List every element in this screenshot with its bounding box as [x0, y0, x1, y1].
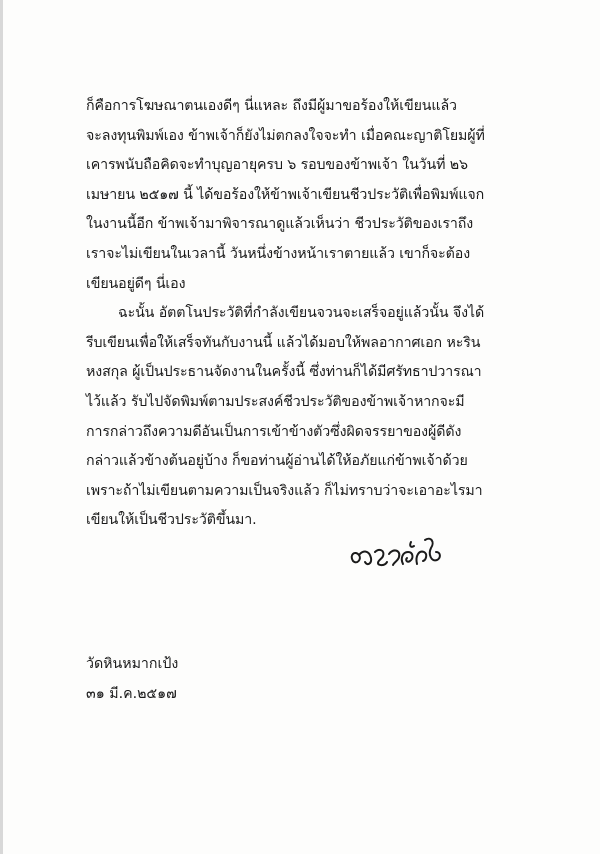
text-line: เพราะถ้าไม่เขียนตามความเป็นจริงแล้ว ก็ไม่ทราบว่าจะเอาอะไรมา: [86, 482, 483, 499]
text-line: รีบเขียนเพื่อให้เสร็จทันกับงานนี้ แล้วได้มอบให้พลอากาศเอก หะริน: [86, 334, 481, 351]
handwritten-signature: [345, 528, 455, 584]
text-line: เขียนอยู่ดีๆ นี่เอง: [86, 275, 186, 292]
document-body: [86, 92, 536, 536]
text-line: เคารพนับถือคิดจะทำบุญอายุครบ ๖ รอบของข้าพเจ้า ในวันที่ ๒๖: [86, 157, 468, 174]
text-line: ก็คือการโฆษณาตนเองดีๆ นี่แหละ ถึงมีผู้มาขอร้องให้เขียนแล้ว: [86, 98, 457, 114]
text-line: การกล่าวถึงความดีอันเป็นการเข้าข้างตัวซึ่งผิดจรรยาของผู้ดีดัง: [86, 423, 462, 440]
text-line: หงสกุล ผู้เป็นประธานจัดงานในครั้งนี้ ซึ่งท่านก็ได้มีศรัทธาปวารณา: [86, 364, 482, 381]
text-line: เราจะไม่เขียนในเวลานี้ วันหนึ่งข้างหน้าเราตายแล้ว เขาก็จะต้อง: [86, 245, 471, 262]
text-line: ฉะนั้น อัตตโนประวัติที่กำลังเขียนจวนจะเสร็จอยู่แล้วนั้น จึงได้: [118, 305, 485, 322]
text-line: เขียนให้เป็นชีวประวัติขึ้นมา.: [86, 512, 257, 529]
text-line: กล่าวแล้วข้างต้นอยู่บ้าง ก็ขอท่านผู้อ่านได้ให้อภัยแก่ข้าพเจ้าด้วย: [86, 453, 468, 470]
document-date: ๓๑ มี.ค.๒๕๑๗: [86, 686, 177, 702]
text-line: ไว้แล้ว รับไปจัดพิมพ์ตามประสงค์ชีวประวัติของข้าพเจ้าหากจะมี: [86, 393, 465, 410]
text-line: ในงานนี้อีก ข้าพเจ้ามาพิจารณาดูแล้วเห็นว่า ชีวประวัติของเราถึง: [86, 216, 474, 233]
text-line: จะลงทุนพิมพ์เอง ข้าพเจ้าก็ยังไม่ตกลงใจจะทำ เมื่อคณะญาติโยมผู้ที่: [86, 127, 485, 144]
text-line: เมษายน ๒๕๑๗ นี้ ได้ขอร้องให้ข้าพเจ้าเขียนชีวประวัติเพื่อพิมพ์แจก: [86, 186, 485, 203]
scan-edge: [0, 0, 3, 854]
place-name: วัดหินหมากเป้ง: [86, 656, 179, 672]
